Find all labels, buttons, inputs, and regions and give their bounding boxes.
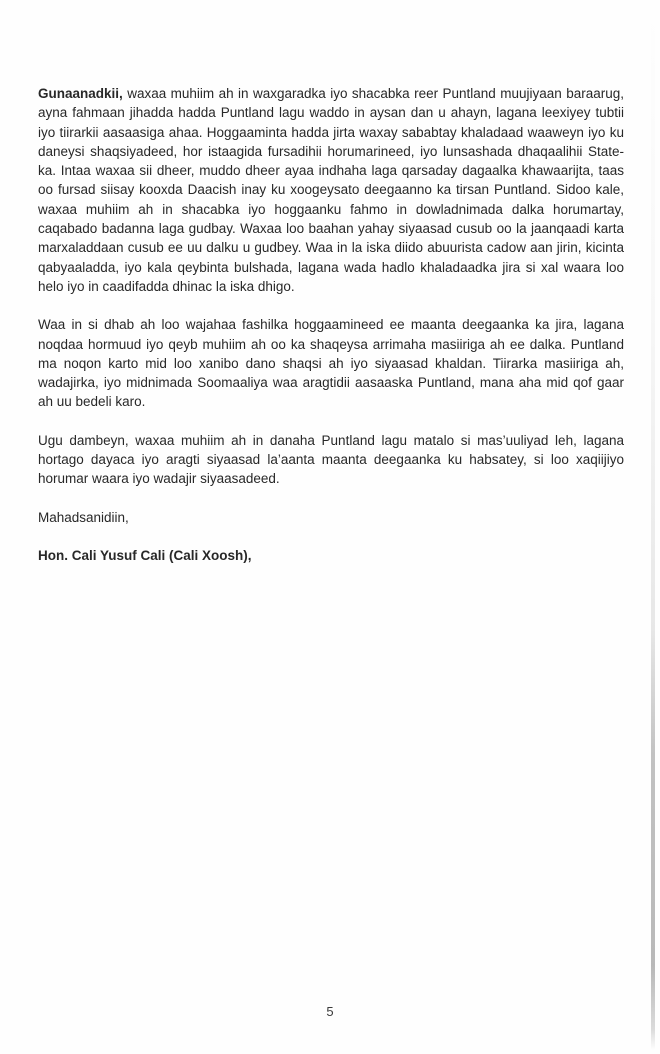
scan-edge-artifact — [651, 0, 655, 1050]
page-number: 5 — [326, 1004, 334, 1019]
closing-thanks: Mahadsanidiin, — [38, 509, 129, 525]
paragraph-lead-word: Gunaanadkii, — [38, 86, 123, 101]
paragraph-final-appeal: Ugu dambeyn, waxaa muhiim ah in danaha Puntland lagu matalo si mas’uuliyad leh, lagana hortago dayaca iyo aragti siyaasad la’aanta maanta deegaanka ku habsatey, si loo xaqiijiyo horumar waara iyo wadajir siyaasadeed. — [38, 432, 624, 487]
paragraph-conclusion — [38, 84, 624, 296]
signature-line: Hon. Cali Yusuf Cali (Cali Xoosh), — [38, 547, 252, 563]
paragraph-conclusion-text: waxaa muhiim ah in waxgaradka iyo shacabka reer Puntland muujiyaan baraarug, ayna fahmaan jihadda hadda Puntland lagu waddo in aysan dan u ahayn, lagana leexiyey tubtii iyo tiirarkii aasaasiga ahaa. Hoggaaminta hadda jirta waxay sababtay khaladaad waaweyn iyo ku daneysi shaqsiyadeed, hor istaagida fursadihii horumarineed, iyo lunsashada dhaqaalihii State-ka. Intaa waxaa sii dheer, muddo dheer ayaa indhaha laga qarsaday dagaalka khawaarijta, taas oo fursad siisay kooxda Daacish inay ku xoogeysato deegaanno ka tirsan Puntland. Sidoo kale, waxaa muhiim ah in shacabka iyo hoggaanku fahmo in dowladnimada dalka horumartay, caqabado badanna laga gudbay. Waxaa loo baahan yahay siyaasad cusub oo la jaanqaadi karta marxaladdaan cusub ee uu dalku u gudbey. Waa in la iska diido abuurista cadow aan jirin, kicinta qabyaaladda, iyo kala qeybinta bulshada, lagana wada hadlo khaladaadka jira si xal waara loo helo iyo in caadifadda dhinac la iska dhigo. — [38, 86, 624, 294]
paragraph-leadership-failure: Waa in si dhab ah loo wajahaa fashilka hoggaamineed ee maanta deegaanka ka jira, lagana noqdaa hormuud iyo qeyb muhiim ah oo ka shaqeysa arrimaha masiiriga ah ee dalka. Puntland ma noqon karto mid loo xanibo dano shaqsi ah iyo siyaasad khaldan. Tiirarka masiiriga ah, wadajirka, iyo midnimada Soomaaliya waa aragtidii aasaaska Puntland, mana aha mid qof gaar ah uu bedeli karo. — [38, 317, 624, 410]
letter-body — [38, 84, 624, 584]
